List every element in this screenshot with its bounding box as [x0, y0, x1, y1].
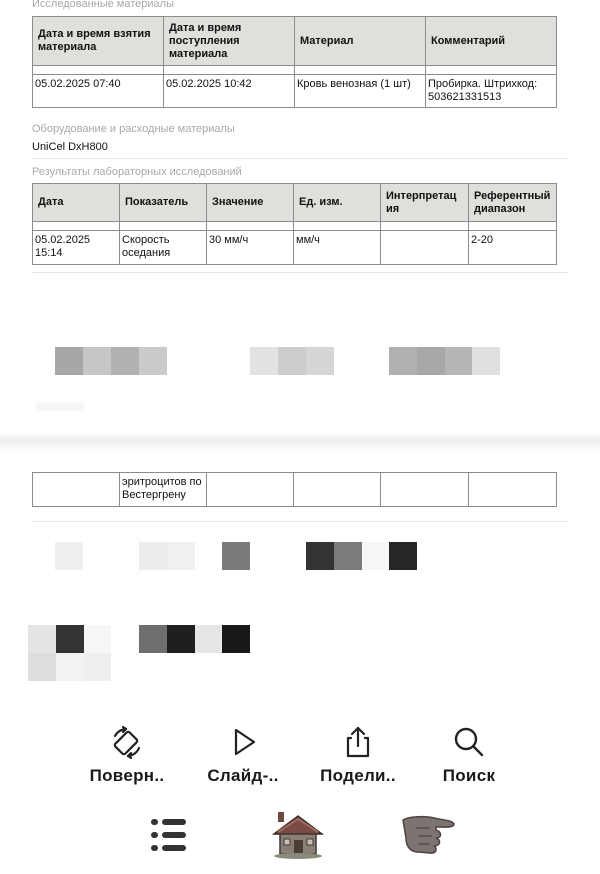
divider — [32, 158, 568, 159]
results-col-indicator: Показатель — [120, 184, 207, 222]
cell-comment: Пробирка. Штрихкод: 503621331513 — [426, 75, 557, 108]
bottom-navigation — [0, 806, 600, 866]
results-col-unit: Ед. изм. — [294, 184, 381, 222]
rotate-button[interactable] — [72, 720, 182, 786]
cell-interpretation — [381, 473, 469, 507]
hand-button[interactable] — [400, 812, 456, 863]
divider — [32, 272, 568, 273]
redacted-block — [139, 542, 195, 570]
share-button[interactable] — [303, 720, 413, 786]
materials-col-taken: Дата и время взятия материала — [33, 17, 164, 66]
redacted-block — [139, 625, 250, 653]
redacted-block — [250, 347, 334, 375]
results-col-value: Значение — [207, 184, 294, 222]
cell-date: 05.02.2025 15:14 — [33, 231, 120, 265]
redacted-block — [222, 542, 250, 570]
rotate-label: Поверн.. — [89, 766, 165, 785]
page-break — [0, 432, 600, 452]
results-col-interpretation: Интерпретация — [381, 184, 469, 222]
redacted-block — [55, 542, 83, 570]
results-header-row — [33, 184, 557, 222]
redacted-block — [389, 347, 500, 375]
materials-header-row — [33, 17, 557, 66]
cell-value: 30 мм/ч — [207, 231, 294, 265]
materials-col-comment: Комментарий — [426, 17, 557, 66]
list-menu-icon — [148, 816, 188, 856]
pointing-hand-icon — [400, 812, 456, 858]
cell-reference — [469, 473, 557, 507]
cell-unit — [294, 473, 381, 507]
redacted-block — [28, 625, 111, 681]
cell-unit: мм/ч — [294, 231, 381, 265]
search-button[interactable] — [414, 720, 524, 786]
materials-col-received: Дата и время поступления материала — [164, 17, 295, 66]
divider — [32, 521, 568, 522]
slideshow-button[interactable] — [188, 720, 298, 786]
results-table — [32, 183, 557, 265]
rotate-icon — [109, 724, 145, 760]
results-col-date: Дата — [33, 184, 120, 222]
search-icon — [451, 724, 487, 760]
cell-received: 05.02.2025 10:42 — [164, 75, 295, 108]
results-table-continued — [32, 472, 557, 507]
materials-col-material: Материал — [295, 17, 426, 66]
equipment-value: UniCel DxH800 — [32, 141, 108, 153]
table-row — [33, 231, 557, 265]
cell-interpretation — [381, 231, 469, 265]
share-icon — [340, 724, 376, 760]
cell-value — [207, 473, 294, 507]
equipment-section-title: Оборудование и расходные материалы — [32, 123, 235, 135]
cell-material: Кровь венозная (1 шт) — [295, 75, 426, 108]
table-row — [33, 473, 557, 507]
share-label: Подели.. — [320, 766, 396, 785]
cell-taken: 05.02.2025 07:40 — [33, 75, 164, 108]
house-icon — [272, 810, 324, 860]
play-icon — [225, 724, 261, 760]
materials-table — [32, 16, 557, 108]
menu-button[interactable] — [148, 816, 188, 861]
redacted-block — [306, 542, 417, 570]
materials-section-title: Исследованные материалы — [32, 0, 174, 10]
results-col-reference: Референтный диапазон — [469, 184, 557, 222]
home-button[interactable] — [272, 810, 324, 865]
results-section-title: Результаты лабораторных исследований — [32, 166, 242, 178]
viewer-toolbar — [0, 720, 600, 800]
redacted-block — [36, 403, 84, 411]
cell-indicator: эритроцитов по Вестергрену — [120, 473, 207, 507]
table-row — [33, 75, 557, 108]
cell-reference: 2-20 — [469, 231, 557, 265]
search-label: Поиск — [442, 766, 496, 785]
cell-date — [33, 473, 120, 507]
slideshow-label: Слайд-.. — [207, 766, 279, 785]
redacted-block — [55, 347, 167, 375]
cell-indicator: Скорость оседания — [120, 231, 207, 265]
